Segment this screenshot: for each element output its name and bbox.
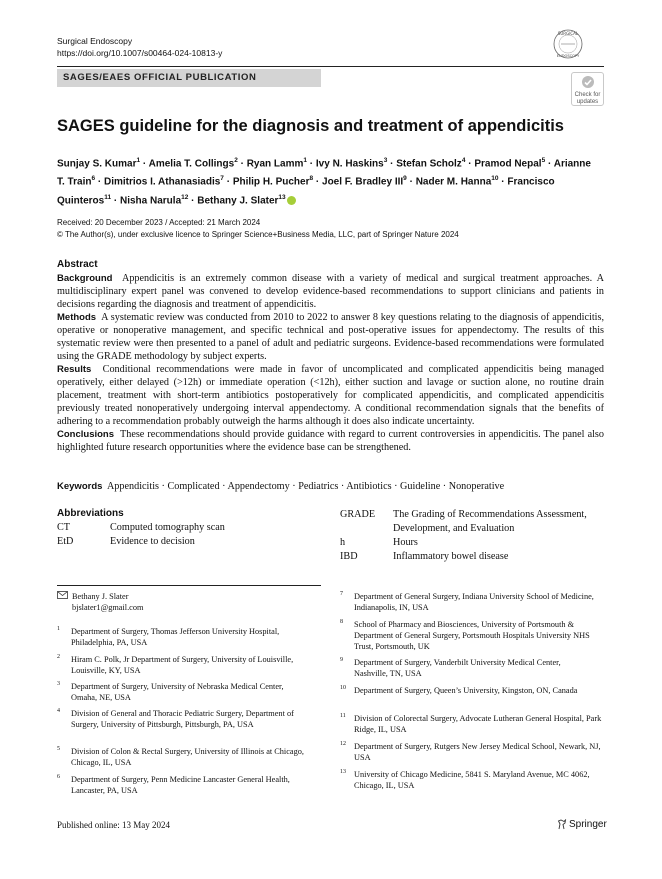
author-list xyxy=(57,153,597,208)
author-separator: · xyxy=(188,194,198,206)
author-affiliation: 5 xyxy=(541,157,546,164)
affiliation-text: Department of Surgery, Penn Medicine Lancaster General Health, Lancaster, PA, USA xyxy=(71,775,290,795)
affiliation-number: 5 xyxy=(57,746,60,752)
society-seal-icon xyxy=(548,27,588,61)
affiliation-10 xyxy=(340,685,590,696)
correspondence-email[interactable]: bjslater1@gmail.com xyxy=(72,603,144,612)
abbreviation-term: IBD xyxy=(340,551,358,562)
affiliation-1 xyxy=(57,626,301,648)
author-affiliation: 6 xyxy=(91,175,96,183)
received-accepted: Received: 20 December 2023 / Accepted: 21 March 2024 xyxy=(57,218,261,227)
keywords-label: Keywords xyxy=(57,481,103,492)
affiliation-text: Division of General and Thoracic Pediatric Surgery, Department of Surgery, University of Pittsburgh, Pittsburgh, PA, USA xyxy=(71,709,294,729)
author-name[interactable]: Sunjay S. Kumar xyxy=(57,158,137,170)
abstract-label: Methods xyxy=(57,312,97,323)
author-separator: · xyxy=(95,176,104,188)
check-updates-icon xyxy=(581,75,595,89)
affiliation-11 xyxy=(340,713,604,735)
abbreviation-def: Computed tomography scan xyxy=(110,522,225,533)
keywords-text: Appendicitis · Complicated · Appendectomy · Pediatrics · Antibiotics · Guideline · Nonoperative xyxy=(106,481,505,492)
affiliation-number: 2 xyxy=(57,654,60,660)
affiliation-text: Department of Surgery, University of Nebraska Medical Center, Omaha, NE, USA xyxy=(71,682,284,702)
published-online: Published online: 13 May 2024 xyxy=(57,820,170,830)
author-name[interactable]: Ivy N. Haskins xyxy=(315,158,384,170)
author-affiliation: 4 xyxy=(461,157,466,164)
correspondence xyxy=(57,591,317,613)
affiliation-7 xyxy=(340,591,604,613)
affiliation-text: Department of General Surgery, Indiana University School of Medicine, Indianapolis, IN, USA xyxy=(354,592,594,612)
article-title: SAGES guideline for the diagnosis and treatment of appendicitis xyxy=(57,117,564,135)
author-affiliation: 12 xyxy=(181,193,189,201)
affiliation-number: 7 xyxy=(340,591,343,597)
abbreviation-term: CT xyxy=(57,522,71,533)
abstract-heading: Abstract xyxy=(57,259,98,270)
abbreviations-heading: Abbreviations xyxy=(57,508,124,519)
author-name[interactable]: Nader M. Hanna xyxy=(415,176,492,188)
author-affiliation: 3 xyxy=(383,157,388,164)
author-name[interactable]: Nisha Narula xyxy=(120,194,182,206)
abbreviation-row xyxy=(340,550,604,564)
affiliation-number: 8 xyxy=(340,619,343,625)
correspondence-name: Bethany J. Slater xyxy=(72,592,129,601)
journal-name: Surgical Endoscopy xyxy=(57,36,133,46)
check-updates-line2: updates xyxy=(576,99,599,105)
affiliation-text: Department of Surgery, Rutgers New Jersey Medical School, Newark, NJ, USA xyxy=(354,742,601,762)
author-name[interactable]: Arianne T. Train xyxy=(57,158,591,188)
author-name[interactable]: Joel F. Bradley III xyxy=(322,176,404,188)
publisher-footer xyxy=(557,819,607,830)
author-separator: · xyxy=(313,176,323,188)
affiliation-text: Department of Surgery, Vanderbilt University Medical Center, Nashville, TN, USA xyxy=(354,658,561,678)
affiliation-number: 12 xyxy=(340,741,346,747)
author-name[interactable]: Philip H. Pucher xyxy=(232,176,310,188)
affiliation-2 xyxy=(57,654,297,676)
affiliation-number: 9 xyxy=(340,657,343,663)
publisher-name: Springer xyxy=(569,819,607,831)
affiliation-5 xyxy=(57,746,307,768)
affiliation-3 xyxy=(57,681,301,703)
copyright: © The Author(s), under exclusive licence to Springer Science+Business Media, LLC, part of Springer Nature 2024 xyxy=(57,230,459,239)
abbreviation-term: h xyxy=(340,537,346,548)
affiliation-text: Hiram C. Polk, Jr Department of Surgery, University of Louisville, Louisville, KY, USA xyxy=(71,655,294,675)
author-separator: · xyxy=(545,158,554,170)
affiliation-8 xyxy=(340,619,604,652)
affiliation-4 xyxy=(57,708,321,730)
abbreviation-row xyxy=(340,508,604,536)
seal-arc-text: SURGICAL xyxy=(557,31,579,36)
author-name[interactable]: Dimitrios I. Athanasiadis xyxy=(103,176,221,188)
header-rule xyxy=(57,66,604,67)
abbreviation-term: GRADE xyxy=(340,509,376,520)
affiliation-9 xyxy=(340,657,580,679)
abbreviation-def: Evidence to decision xyxy=(110,536,195,547)
author-separator: · xyxy=(237,158,247,170)
author-affiliation: 7 xyxy=(220,175,224,183)
affiliation-text: Division of Colorectal Surgery, Advocate Lutheran General Hospital, Park Ridge, IL, USA xyxy=(354,714,602,734)
author-separator: · xyxy=(140,158,149,170)
author-affiliation: 10 xyxy=(491,175,499,183)
affiliation-text: University of Chicago Medicine, 5841 S. Maryland Avenue, MC 4062, Chicago, IL, USA xyxy=(354,770,590,790)
author-separator: · xyxy=(498,176,508,188)
journal-header xyxy=(57,35,222,59)
abstract-background xyxy=(57,272,604,311)
abbreviation-row xyxy=(340,536,604,550)
affiliation-number: 11 xyxy=(340,713,346,719)
affiliation-number: 6 xyxy=(57,774,60,780)
author-affiliation: 11 xyxy=(104,193,112,201)
affiliation-12 xyxy=(340,741,604,763)
abbreviation-def: The Grading of Recommendations Assessment, Development, and Evaluation xyxy=(393,509,587,534)
author-affiliation: 8 xyxy=(309,175,314,183)
author-separator: · xyxy=(307,158,316,170)
author-separator: · xyxy=(465,158,475,170)
abbreviation-row xyxy=(57,521,327,535)
affiliation-number: 3 xyxy=(57,681,60,687)
abbreviation-def: Inflammatory bowel disease xyxy=(393,551,509,562)
doi-link[interactable]: https://doi.org/10.1007/s00464-024-10813-y xyxy=(57,48,223,58)
affiliation-text: Division of Colon & Rectal Surgery, University of Illinois at Chicago, Chicago, IL, USA xyxy=(71,747,304,767)
footnote-rule xyxy=(57,585,321,586)
abbreviation-def: Hours xyxy=(393,537,418,548)
affiliation-text: School of Pharmacy and Biosciences, University of Portsmouth & Department of General Surgery, Portsmouth Hospitals University NHS Trust, Portsmouth, UK xyxy=(354,620,590,651)
author-separator: · xyxy=(111,194,120,206)
check-for-updates-button[interactable] xyxy=(571,72,604,106)
abstract xyxy=(57,259,604,454)
affiliation-text: Department of Surgery, Queen’s University, Kingston, ON, Canada xyxy=(354,686,578,695)
affiliation-6 xyxy=(57,774,301,796)
abstract-label: Results xyxy=(57,364,92,375)
author-name[interactable]: Stefan Scholz xyxy=(396,158,462,170)
abbreviations-right xyxy=(340,508,604,564)
orcid-icon[interactable] xyxy=(287,196,296,205)
author-affiliation: 1 xyxy=(136,157,141,164)
affiliation-13 xyxy=(340,769,604,791)
abstract-text: A systematic review was conducted from 2010 to 2022 to answer 8 key questions relating to the diagnosis of appendicitis, operative or nonoperative management, and specific technical and post-operative issues for appendectomy. The results of this systematic review were then presented to a panel of adult and pediatric surgeons. Evidence-based recommendations were formulated using the GRADE methodology by subject experts. xyxy=(57,312,605,362)
author-name[interactable]: Ryan Lamm xyxy=(246,158,304,170)
affiliation-number: 10 xyxy=(340,685,346,691)
keywords xyxy=(57,481,604,492)
author-separator: · xyxy=(406,176,416,188)
affiliation-number: 13 xyxy=(340,769,346,775)
author-affiliation: 1 xyxy=(303,157,308,164)
author-affiliation: 13 xyxy=(278,193,286,201)
abstract-label: Conclusions xyxy=(57,429,115,440)
abstract-conclusions xyxy=(57,428,604,454)
article-dates xyxy=(57,217,459,241)
affiliation-text: Department of Surgery, Thomas Jefferson University Hospital, Philadelphia, PA, USA xyxy=(71,627,280,647)
abstract-results xyxy=(57,363,604,428)
author-name[interactable]: Pramod Nepal xyxy=(474,158,542,170)
abstract-text: Conditional recommendations were made in favor of uncomplicated and complicated appendicitis being managed operatively, either delayed (>12h) or immediate operation (<12h), either suction and lavage or suction alone, no routine drain placement, treatment with short-term antibiotics postoperatively for complicated appendicitis, and complicated appendicitis previously treated nonoperatively undergoing interval appendectomy. A conditional recommendation signals that the benefits of adhering to a recommendation probably outweigh the harms although it does also indicate uncertainty. xyxy=(57,364,604,427)
seal-bottom-text: ENDOSCOPY xyxy=(556,54,580,58)
author-name[interactable]: Bethany J. Slater xyxy=(197,194,279,206)
springer-horse-icon xyxy=(557,819,567,830)
author-affiliation: 9 xyxy=(403,175,407,183)
abbreviations-left xyxy=(57,508,327,549)
author-name[interactable]: Francisco Quinteros xyxy=(57,176,555,206)
abstract-text: Appendicitis is an extremely common disease with a variety of medical and surgical treatment approaches. A multidisciplinary expert panel was convened to develop evidence-based recommendations to support clinicians and patients in decisions regarding the diagnosis and treatment of appendicitis. xyxy=(57,273,604,310)
abbreviation-term: EtD xyxy=(57,536,74,547)
abstract-label: Background xyxy=(57,273,113,284)
abstract-methods xyxy=(57,311,604,363)
author-separator: · xyxy=(387,158,397,170)
abstract-text: These recommendations should provide guidance with regard to current controversies in appendicitis. The panel also highlighted future research opportunities where the evidence base can be strengthened. xyxy=(57,429,604,453)
publication-banner: SAGES/EAES OFFICIAL PUBLICATION xyxy=(57,69,321,87)
author-name[interactable]: Amelia T. Collings xyxy=(148,158,235,170)
author-affiliation: 2 xyxy=(234,157,238,164)
affiliation-number: 4 xyxy=(57,708,60,714)
check-updates-line1: Check for xyxy=(574,92,601,98)
abbreviation-row xyxy=(57,535,327,549)
author-separator: · xyxy=(223,176,233,188)
affiliation-number: 1 xyxy=(57,626,60,632)
